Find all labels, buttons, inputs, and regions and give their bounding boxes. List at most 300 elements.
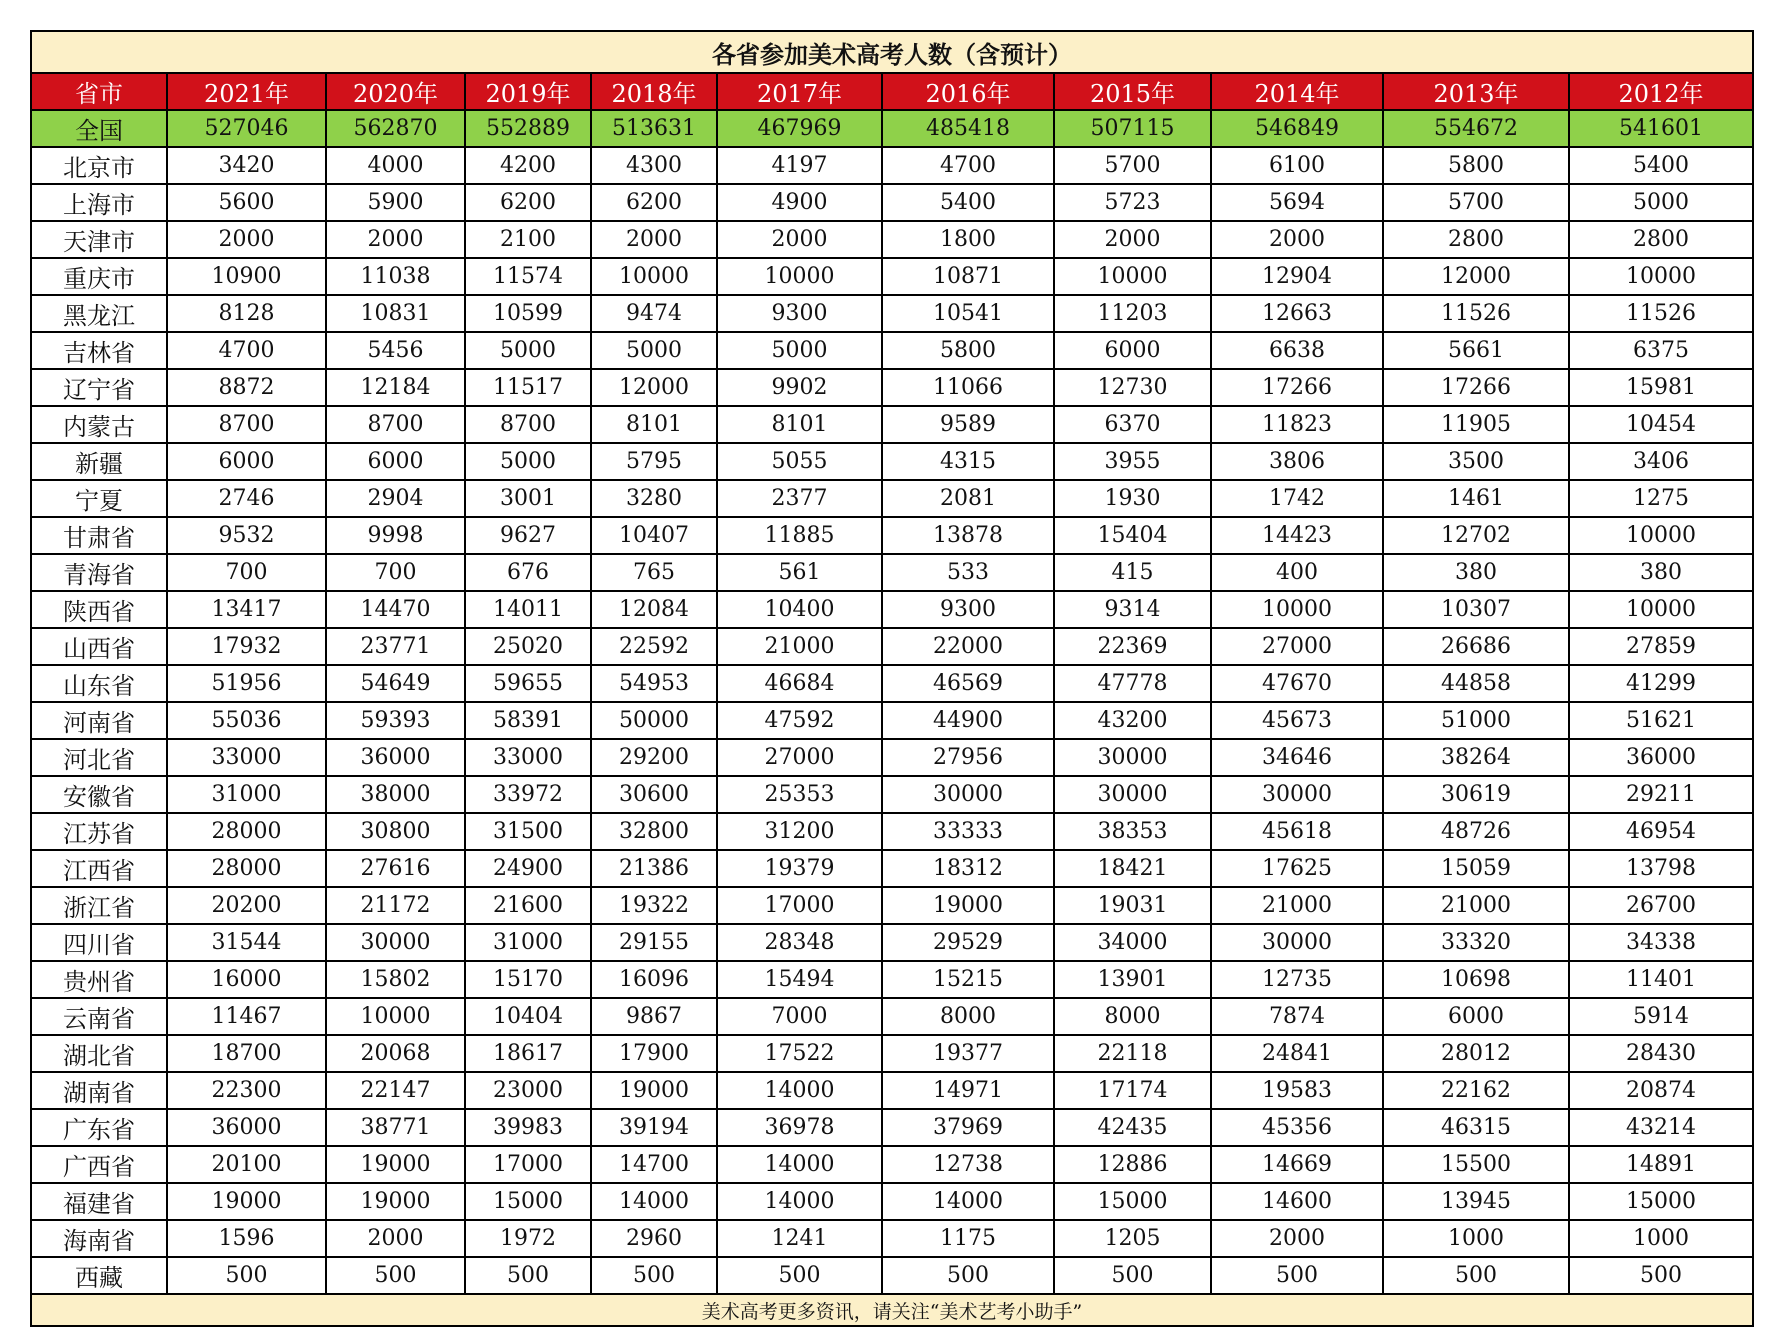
table-cell: 21000 (1383, 887, 1569, 924)
table-cell: 12663 (1211, 295, 1383, 332)
table-row (31, 443, 1753, 480)
table-cell: 8000 (882, 998, 1054, 1035)
table-cell: 30000 (1054, 739, 1211, 776)
table-cell: 6000 (1383, 998, 1569, 1035)
table-cell: 11066 (882, 369, 1054, 406)
table-cell: 31544 (167, 924, 326, 961)
table-cell: 43200 (1054, 702, 1211, 739)
table-cell: 33000 (465, 739, 591, 776)
table-cell: 5694 (1211, 184, 1383, 221)
table-cell: 14000 (717, 1183, 882, 1220)
table-cell: 30619 (1383, 776, 1569, 813)
table-cell: 18421 (1054, 850, 1211, 887)
column-header-year: 2021年 (167, 73, 326, 110)
table-cell: 45673 (1211, 702, 1383, 739)
table-cell: 8700 (167, 406, 326, 443)
table-cell: 13945 (1383, 1183, 1569, 1220)
table-cell: 2800 (1569, 221, 1753, 258)
table-cell: 20100 (167, 1146, 326, 1183)
table-cell: 12184 (326, 369, 465, 406)
table-cell: 21600 (465, 887, 591, 924)
table-cell: 44900 (882, 702, 1054, 739)
table-row (31, 702, 1753, 739)
table-cell: 31000 (167, 776, 326, 813)
table-cell: 19583 (1211, 1072, 1383, 1109)
table-cell: 27000 (717, 739, 882, 776)
table-cell: 10404 (465, 998, 591, 1035)
table-cell: 16000 (167, 961, 326, 998)
table-cell: 12738 (882, 1146, 1054, 1183)
table-cell: 12000 (1383, 258, 1569, 295)
table-cell: 527046 (167, 110, 326, 147)
table-cell: 28000 (167, 813, 326, 850)
table-cell: 30000 (1054, 776, 1211, 813)
table-cell: 5800 (882, 332, 1054, 369)
table-row (31, 221, 1753, 258)
table-cell: 1241 (717, 1220, 882, 1257)
table-cell: 5456 (326, 332, 465, 369)
table-cell: 43214 (1569, 1109, 1753, 1146)
table-row (31, 517, 1753, 554)
table-cell: 1000 (1569, 1220, 1753, 1257)
table-cell: 12702 (1383, 517, 1569, 554)
table-cell: 9314 (1054, 591, 1211, 628)
table-row (31, 961, 1753, 998)
table-cell: 1461 (1383, 480, 1569, 517)
table-row (31, 1183, 1753, 1220)
table-cell: 11467 (167, 998, 326, 1035)
table-cell: 31500 (465, 813, 591, 850)
table-cell: 27956 (882, 739, 1054, 776)
table-cell: 2000 (1211, 1220, 1383, 1257)
table-cell: 1742 (1211, 480, 1383, 517)
table-cell: 20068 (326, 1035, 465, 1072)
table-row (31, 1035, 1753, 1072)
table-row (31, 998, 1753, 1035)
table-cell: 500 (882, 1257, 1054, 1294)
table-cell: 554672 (1383, 110, 1569, 147)
table-cell: 500 (1054, 1257, 1211, 1294)
table-cell: 13901 (1054, 961, 1211, 998)
table-cell: 6375 (1569, 332, 1753, 369)
table-cell: 533 (882, 554, 1054, 591)
table-cell: 34338 (1569, 924, 1753, 961)
table-cell: 51621 (1569, 702, 1753, 739)
table-cell: 38264 (1383, 739, 1569, 776)
table-cell: 2000 (1054, 221, 1211, 258)
table-cell: 15000 (1569, 1183, 1753, 1220)
national-total-row (31, 110, 1753, 147)
table-cell: 1175 (882, 1220, 1054, 1257)
table-cell: 45618 (1211, 813, 1383, 850)
table-cell: 18312 (882, 850, 1054, 887)
table-cell: 14000 (717, 1072, 882, 1109)
table-cell: 30000 (882, 776, 1054, 813)
table-cell: 765 (591, 554, 717, 591)
table-cell: 58391 (465, 702, 591, 739)
table-cell: 15500 (1383, 1146, 1569, 1183)
column-header-year: 2020年 (326, 73, 465, 110)
table-cell: 41299 (1569, 665, 1753, 702)
table-cell: 34000 (1054, 924, 1211, 961)
table-cell: 19000 (591, 1072, 717, 1109)
region-name: 西藏 (31, 1257, 167, 1294)
table-cell: 33320 (1383, 924, 1569, 961)
table-cell: 3500 (1383, 443, 1569, 480)
table-cell: 14000 (882, 1183, 1054, 1220)
table-cell: 11526 (1383, 295, 1569, 332)
table-cell: 500 (465, 1257, 591, 1294)
table-cell: 30600 (591, 776, 717, 813)
table-cell: 4700 (882, 147, 1054, 184)
table-cell: 22000 (882, 628, 1054, 665)
table-cell: 3420 (167, 147, 326, 184)
region-name: 吉林省 (31, 332, 167, 369)
table-cell: 10307 (1383, 591, 1569, 628)
footer-note: 美术高考更多资讯，请关注“美术艺考小助手” (31, 1294, 1753, 1326)
table-row (31, 369, 1753, 406)
table-cell: 6200 (591, 184, 717, 221)
table-cell: 20200 (167, 887, 326, 924)
table-cell: 5000 (591, 332, 717, 369)
table-cell: 14971 (882, 1072, 1054, 1109)
table-cell: 55036 (167, 702, 326, 739)
table-cell: 12730 (1054, 369, 1211, 406)
table-cell: 467969 (717, 110, 882, 147)
table-cell: 59655 (465, 665, 591, 702)
table-cell: 2960 (591, 1220, 717, 1257)
table-cell: 6000 (1054, 332, 1211, 369)
table-cell: 485418 (882, 110, 1054, 147)
table-cell: 50000 (591, 702, 717, 739)
table-cell: 34646 (1211, 739, 1383, 776)
column-header-year: 2017年 (717, 73, 882, 110)
table-cell: 12904 (1211, 258, 1383, 295)
table-cell: 15802 (326, 961, 465, 998)
table-cell: 8000 (1054, 998, 1211, 1035)
table-cell: 2000 (717, 221, 882, 258)
table-cell: 28348 (717, 924, 882, 961)
table-cell: 14700 (591, 1146, 717, 1183)
table-cell: 17174 (1054, 1072, 1211, 1109)
table-cell: 3001 (465, 480, 591, 517)
table-cell: 2000 (591, 221, 717, 258)
table-cell: 28000 (167, 850, 326, 887)
table-cell: 6000 (167, 443, 326, 480)
table-cell: 36978 (717, 1109, 882, 1146)
table-cell: 10400 (717, 591, 882, 628)
table-cell: 29529 (882, 924, 1054, 961)
table-cell: 15215 (882, 961, 1054, 998)
table-cell: 17000 (465, 1146, 591, 1183)
table-cell: 48726 (1383, 813, 1569, 850)
table-cell: 28012 (1383, 1035, 1569, 1072)
table-cell: 26700 (1569, 887, 1753, 924)
table-row (31, 739, 1753, 776)
region-name: 江苏省 (31, 813, 167, 850)
table-cell: 46569 (882, 665, 1054, 702)
table-cell: 500 (1569, 1257, 1753, 1294)
table-cell: 500 (167, 1257, 326, 1294)
region-name: 四川省 (31, 924, 167, 961)
table-cell: 2081 (882, 480, 1054, 517)
table-cell: 11401 (1569, 961, 1753, 998)
region-name: 黑龙江 (31, 295, 167, 332)
table-cell: 14000 (591, 1183, 717, 1220)
table-cell: 17900 (591, 1035, 717, 1072)
region-name: 贵州省 (31, 961, 167, 998)
table-cell: 1000 (1383, 1220, 1569, 1257)
table-row (31, 887, 1753, 924)
table-cell: 14423 (1211, 517, 1383, 554)
table-row (31, 184, 1753, 221)
table-cell: 18617 (465, 1035, 591, 1072)
table-cell: 11203 (1054, 295, 1211, 332)
table-cell: 3406 (1569, 443, 1753, 480)
table-cell: 31200 (717, 813, 882, 850)
table-cell: 676 (465, 554, 591, 591)
table-cell: 5700 (1383, 184, 1569, 221)
table-cell: 36000 (1569, 739, 1753, 776)
table-cell: 19000 (326, 1146, 465, 1183)
column-header-year: 2012年 (1569, 73, 1753, 110)
table-cell: 700 (326, 554, 465, 591)
table-cell: 39194 (591, 1109, 717, 1146)
table-cell: 5400 (882, 184, 1054, 221)
table-cell: 21386 (591, 850, 717, 887)
region-name: 河南省 (31, 702, 167, 739)
table-cell: 30000 (326, 924, 465, 961)
table-cell: 10000 (591, 258, 717, 295)
table-cell: 9627 (465, 517, 591, 554)
table-cell: 54649 (326, 665, 465, 702)
table-cell: 14669 (1211, 1146, 1383, 1183)
table-cell: 29155 (591, 924, 717, 961)
table-row (31, 813, 1753, 850)
table-cell: 1972 (465, 1220, 591, 1257)
table-cell: 12000 (591, 369, 717, 406)
table-cell: 3806 (1211, 443, 1383, 480)
table-cell: 15981 (1569, 369, 1753, 406)
table-cell: 25353 (717, 776, 882, 813)
table-cell: 10871 (882, 258, 1054, 295)
table-cell: 8872 (167, 369, 326, 406)
region-name: 广东省 (31, 1109, 167, 1146)
table-cell: 18700 (167, 1035, 326, 1072)
table-cell: 12886 (1054, 1146, 1211, 1183)
table-cell: 4700 (167, 332, 326, 369)
table-cell: 500 (326, 1257, 465, 1294)
table-cell: 27859 (1569, 628, 1753, 665)
table-cell: 47592 (717, 702, 882, 739)
table-cell: 15404 (1054, 517, 1211, 554)
table-cell: 5055 (717, 443, 882, 480)
region-name: 江西省 (31, 850, 167, 887)
table-cell: 8128 (167, 295, 326, 332)
table-cell: 5400 (1569, 147, 1753, 184)
region-name: 浙江省 (31, 887, 167, 924)
table-cell: 5900 (326, 184, 465, 221)
table-row (31, 480, 1753, 517)
region-name: 宁夏 (31, 480, 167, 517)
table-cell: 10900 (167, 258, 326, 295)
table-cell: 11905 (1383, 406, 1569, 443)
table-cell: 9474 (591, 295, 717, 332)
table-cell: 19000 (326, 1183, 465, 1220)
table-cell: 507115 (1054, 110, 1211, 147)
table-row (31, 1109, 1753, 1146)
table-cell: 9998 (326, 517, 465, 554)
table-cell: 4197 (717, 147, 882, 184)
table-row (31, 406, 1753, 443)
table-cell: 5000 (465, 332, 591, 369)
table-row (31, 850, 1753, 887)
table-cell: 51000 (1383, 702, 1569, 739)
table-cell: 29200 (591, 739, 717, 776)
table-cell: 500 (1211, 1257, 1383, 1294)
table-cell: 19031 (1054, 887, 1211, 924)
region-name: 安徽省 (31, 776, 167, 813)
region-name: 山西省 (31, 628, 167, 665)
table-cell: 15170 (465, 961, 591, 998)
table-cell: 36000 (167, 1109, 326, 1146)
table-cell: 10698 (1383, 961, 1569, 998)
table-cell: 11823 (1211, 406, 1383, 443)
table-cell: 24841 (1211, 1035, 1383, 1072)
table-cell: 541601 (1569, 110, 1753, 147)
table-cell: 21172 (326, 887, 465, 924)
table-cell: 9589 (882, 406, 1054, 443)
table-cell: 14000 (717, 1146, 882, 1183)
table-cell: 28430 (1569, 1035, 1753, 1072)
region-name: 内蒙古 (31, 406, 167, 443)
region-name: 青海省 (31, 554, 167, 591)
table-row (31, 665, 1753, 702)
table-cell: 38000 (326, 776, 465, 813)
table-row (31, 1146, 1753, 1183)
table-cell: 500 (717, 1257, 882, 1294)
table-cell: 500 (591, 1257, 717, 1294)
table-cell: 5800 (1383, 147, 1569, 184)
table-cell: 19322 (591, 887, 717, 924)
table-cell: 15494 (717, 961, 882, 998)
table-cell: 8700 (465, 406, 591, 443)
table-cell: 13798 (1569, 850, 1753, 887)
table-cell: 24900 (465, 850, 591, 887)
table-cell: 700 (167, 554, 326, 591)
table-cell: 33000 (167, 739, 326, 776)
table-cell: 500 (1383, 1257, 1569, 1294)
table-row (31, 295, 1753, 332)
table-cell: 4300 (591, 147, 717, 184)
table-cell: 5000 (465, 443, 591, 480)
region-name: 北京市 (31, 147, 167, 184)
table-cell: 5661 (1383, 332, 1569, 369)
table-cell: 562870 (326, 110, 465, 147)
table-cell: 17000 (717, 887, 882, 924)
table-cell: 2000 (326, 221, 465, 258)
table-cell: 1596 (167, 1220, 326, 1257)
table-cell: 17266 (1211, 369, 1383, 406)
table-cell: 14891 (1569, 1146, 1753, 1183)
table-cell: 32800 (591, 813, 717, 850)
table-cell: 380 (1569, 554, 1753, 591)
table-cell: 38353 (1054, 813, 1211, 850)
region-name: 河北省 (31, 739, 167, 776)
table-cell: 44858 (1383, 665, 1569, 702)
table-cell: 2100 (465, 221, 591, 258)
region-name: 辽宁省 (31, 369, 167, 406)
region-name: 湖北省 (31, 1035, 167, 1072)
table-cell: 42435 (1054, 1109, 1211, 1146)
region-name: 甘肃省 (31, 517, 167, 554)
table-cell: 27616 (326, 850, 465, 887)
column-header-year: 2014年 (1211, 73, 1383, 110)
table-cell: 27000 (1211, 628, 1383, 665)
table-cell: 15000 (465, 1183, 591, 1220)
table-cell: 33333 (882, 813, 1054, 850)
table-cell: 19377 (882, 1035, 1054, 1072)
table-cell: 1275 (1569, 480, 1753, 517)
column-header-year: 2019年 (465, 73, 591, 110)
table-cell: 22118 (1054, 1035, 1211, 1072)
table-cell: 10407 (591, 517, 717, 554)
table-cell: 21000 (717, 628, 882, 665)
table-cell: 13417 (167, 591, 326, 628)
region-name: 山东省 (31, 665, 167, 702)
table-cell: 22300 (167, 1072, 326, 1109)
region-name: 福建省 (31, 1183, 167, 1220)
table-cell: 5600 (167, 184, 326, 221)
region-name: 海南省 (31, 1220, 167, 1257)
table-cell: 3280 (591, 480, 717, 517)
table-cell: 415 (1054, 554, 1211, 591)
table-cell: 552889 (465, 110, 591, 147)
table-cell: 45356 (1211, 1109, 1383, 1146)
table-cell: 2000 (1211, 221, 1383, 258)
table-cell: 11885 (717, 517, 882, 554)
table-cell: 21000 (1211, 887, 1383, 924)
table-cell: 47778 (1054, 665, 1211, 702)
table-cell: 30000 (1211, 776, 1383, 813)
table-cell: 16096 (591, 961, 717, 998)
table-cell: 1205 (1054, 1220, 1211, 1257)
table-cell: 9902 (717, 369, 882, 406)
table-row (31, 554, 1753, 591)
table-cell: 46684 (717, 665, 882, 702)
table-cell: 30800 (326, 813, 465, 850)
table-cell: 14600 (1211, 1183, 1383, 1220)
table-cell: 19000 (882, 887, 1054, 924)
table-cell: 10000 (1569, 258, 1753, 295)
table-cell: 54953 (591, 665, 717, 702)
table-cell: 17522 (717, 1035, 882, 1072)
table-cell: 4200 (465, 147, 591, 184)
table-cell: 9867 (591, 998, 717, 1035)
table-cell: 38771 (326, 1109, 465, 1146)
table-cell: 29211 (1569, 776, 1753, 813)
table-cell: 6370 (1054, 406, 1211, 443)
table-cell: 7874 (1211, 998, 1383, 1035)
footer-row (31, 1294, 1753, 1326)
column-header-year: 2018年 (591, 73, 717, 110)
table-cell: 6000 (326, 443, 465, 480)
table-cell: 19379 (717, 850, 882, 887)
table-row (31, 924, 1753, 961)
table-cell: 11517 (465, 369, 591, 406)
table-cell: 1930 (1054, 480, 1211, 517)
table-cell: 22369 (1054, 628, 1211, 665)
